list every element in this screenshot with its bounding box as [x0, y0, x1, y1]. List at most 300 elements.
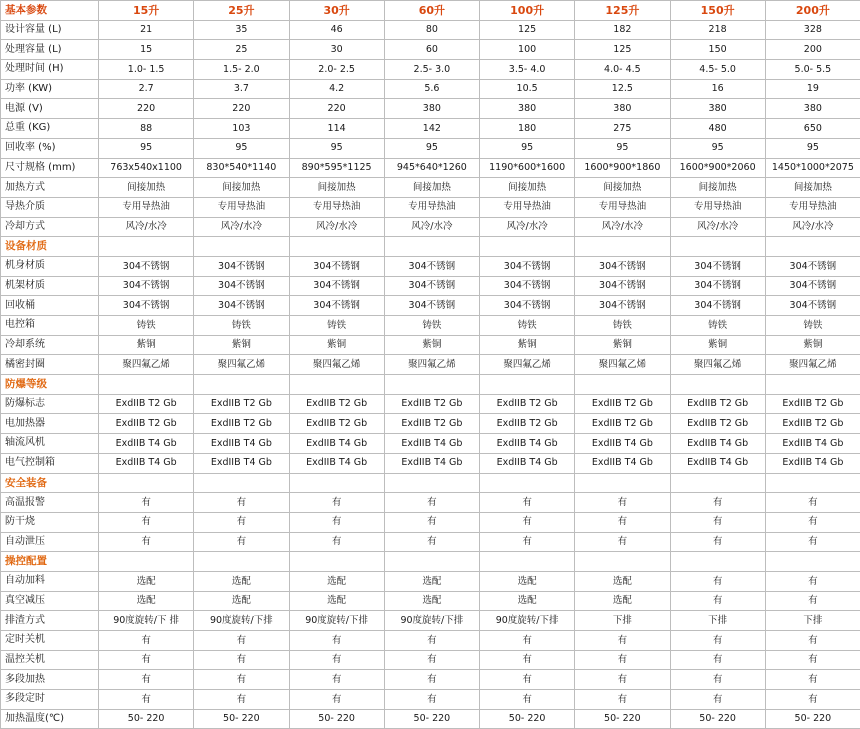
value-cell: 220 [99, 99, 194, 119]
value-cell: 220 [289, 99, 384, 119]
value-cell: 有 [670, 591, 765, 611]
value-cell: 90度旋转/下排 [384, 611, 479, 631]
value-cell: ExdIIB T2 Gb [194, 414, 289, 434]
value-cell: 304不锈钢 [575, 276, 670, 296]
empty-cell [289, 552, 384, 572]
row-label: 自动泄压 [1, 532, 99, 552]
value-cell: 有 [99, 690, 194, 710]
spec-row [1, 158, 860, 178]
value-cell: 有 [765, 690, 860, 710]
model-header: 125升 [575, 1, 670, 21]
empty-cell [480, 375, 575, 395]
value-cell: 有 [670, 493, 765, 513]
spec-row [1, 611, 860, 631]
row-label: 橘密封圈 [1, 355, 99, 375]
value-cell: 95 [194, 138, 289, 158]
row-label: 机架材质 [1, 276, 99, 296]
empty-cell [99, 552, 194, 572]
value-cell: 5.0- 5.5 [765, 60, 860, 80]
value-cell: 200 [765, 40, 860, 60]
value-cell: 10.5 [480, 79, 575, 99]
value-cell: 紫铜 [99, 335, 194, 355]
value-cell: 有 [194, 512, 289, 532]
value-cell: 聚四氟乙烯 [99, 355, 194, 375]
value-cell: 选配 [289, 591, 384, 611]
value-cell: ExdIIB T4 Gb [670, 434, 765, 454]
row-label: 导热介质 [1, 197, 99, 217]
value-cell: ExdIIB T2 Gb [575, 414, 670, 434]
model-header: 100升 [480, 1, 575, 21]
value-cell: 紫铜 [575, 335, 670, 355]
value-cell: 聚四氟乙烯 [194, 355, 289, 375]
value-cell: 有 [765, 631, 860, 651]
spec-row [1, 178, 860, 198]
spec-row [1, 414, 860, 434]
row-label: 防干烧 [1, 512, 99, 532]
value-cell: 890*595*1125 [289, 158, 384, 178]
value-cell: ExdIIB T2 Gb [289, 414, 384, 434]
value-cell: 铸铁 [480, 316, 575, 336]
value-cell: ExdIIB T2 Gb [670, 394, 765, 414]
value-cell: 选配 [480, 591, 575, 611]
value-cell: 304不锈钢 [670, 296, 765, 316]
row-label: 防爆标志 [1, 394, 99, 414]
value-cell: 有 [575, 493, 670, 513]
value-cell: ExdIIB T4 Gb [384, 453, 479, 473]
value-cell: 304不锈钢 [194, 256, 289, 276]
value-cell: 80 [384, 20, 479, 40]
row-label: 加热方式 [1, 178, 99, 198]
value-cell: 聚四氟乙烯 [480, 355, 575, 375]
value-cell: 有 [384, 690, 479, 710]
value-cell: ExdIIB T4 Gb [384, 434, 479, 454]
value-cell: 125 [480, 20, 575, 40]
value-cell: 有 [384, 532, 479, 552]
value-cell: 1600*900*2060 [670, 158, 765, 178]
value-cell: ExdIIB T2 Gb [575, 394, 670, 414]
value-cell: 12.5 [575, 79, 670, 99]
row-label: 排渣方式 [1, 611, 99, 631]
value-cell: 4.0- 4.5 [575, 60, 670, 80]
row-label: 处理容量 (L) [1, 40, 99, 60]
value-cell: 有 [194, 493, 289, 513]
value-cell: 有 [289, 650, 384, 670]
value-cell: 3.5- 4.0 [480, 60, 575, 80]
row-label: 高温报警 [1, 493, 99, 513]
section-row [1, 375, 860, 395]
value-cell: 90度旋转/下排 [480, 611, 575, 631]
value-cell: 有 [765, 650, 860, 670]
value-cell: 间接加热 [194, 178, 289, 198]
value-cell: 50- 220 [480, 709, 575, 729]
spec-row [1, 355, 860, 375]
value-cell: 50- 220 [384, 709, 479, 729]
empty-cell [765, 473, 860, 493]
value-cell: 3.7 [194, 79, 289, 99]
value-cell: 50- 220 [765, 709, 860, 729]
value-cell: 专用导热油 [289, 197, 384, 217]
value-cell: 有 [670, 670, 765, 690]
value-cell: 304不锈钢 [384, 296, 479, 316]
value-cell: ExdIIB T4 Gb [480, 453, 575, 473]
value-cell: 90度旋转/下排 [194, 611, 289, 631]
value-cell: 304不锈钢 [575, 296, 670, 316]
value-cell: 有 [289, 631, 384, 651]
spec-row [1, 276, 860, 296]
value-cell: 304不锈钢 [765, 296, 860, 316]
value-cell: 有 [289, 670, 384, 690]
value-cell: 铸铁 [99, 316, 194, 336]
value-cell: 有 [289, 493, 384, 513]
value-cell: 60 [384, 40, 479, 60]
value-cell: 2.5- 3.0 [384, 60, 479, 80]
value-cell: 763x540x1100 [99, 158, 194, 178]
model-header: 25升 [194, 1, 289, 21]
section-title-explosion: 防爆等级 [1, 375, 99, 395]
value-cell: 选配 [480, 571, 575, 591]
value-cell: 19 [765, 79, 860, 99]
value-cell: 95 [289, 138, 384, 158]
value-cell: ExdIIB T2 Gb [670, 414, 765, 434]
section-row [1, 237, 860, 257]
value-cell: 304不锈钢 [289, 256, 384, 276]
value-cell: 2.0- 2.5 [289, 60, 384, 80]
spec-row [1, 690, 860, 710]
empty-cell [765, 237, 860, 257]
value-cell: 铸铁 [765, 316, 860, 336]
value-cell: 90度旋转/下 排 [99, 611, 194, 631]
value-cell: 100 [480, 40, 575, 60]
value-cell: ExdIIB T4 Gb [194, 453, 289, 473]
value-cell: 风冷/水冷 [480, 217, 575, 237]
row-label: 冷却方式 [1, 217, 99, 237]
row-label: 回收率 (%) [1, 138, 99, 158]
value-cell: 专用导热油 [480, 197, 575, 217]
value-cell: 风冷/水冷 [765, 217, 860, 237]
value-cell: 有 [194, 532, 289, 552]
row-label: 冷却系统 [1, 335, 99, 355]
section-title-control: 操控配置 [1, 552, 99, 572]
spec-row [1, 20, 860, 40]
row-label: 总重 (KG) [1, 119, 99, 139]
value-cell: 有 [765, 532, 860, 552]
row-label: 电控箱 [1, 316, 99, 336]
row-label: 电源 (V) [1, 99, 99, 119]
value-cell: 专用导热油 [99, 197, 194, 217]
value-cell: 间接加热 [99, 178, 194, 198]
value-cell: 有 [670, 571, 765, 591]
value-cell: 4.5- 5.0 [670, 60, 765, 80]
value-cell: 304不锈钢 [480, 256, 575, 276]
value-cell: 间接加热 [575, 178, 670, 198]
empty-cell [575, 375, 670, 395]
value-cell: 50- 220 [194, 709, 289, 729]
value-cell: 830*540*1140 [194, 158, 289, 178]
value-cell: 有 [575, 670, 670, 690]
value-cell: 有 [99, 512, 194, 532]
empty-cell [384, 237, 479, 257]
value-cell: 有 [194, 670, 289, 690]
value-cell: 304不锈钢 [384, 276, 479, 296]
value-cell: 有 [670, 650, 765, 670]
value-cell: 25 [194, 40, 289, 60]
value-cell: 125 [575, 40, 670, 60]
empty-cell [194, 375, 289, 395]
value-cell: 4.2 [289, 79, 384, 99]
value-cell: 380 [575, 99, 670, 119]
spec-row [1, 532, 860, 552]
empty-cell [194, 237, 289, 257]
value-cell: 风冷/水冷 [194, 217, 289, 237]
value-cell: 2.7 [99, 79, 194, 99]
value-cell: 95 [99, 138, 194, 158]
value-cell: 风冷/水冷 [384, 217, 479, 237]
empty-cell [289, 473, 384, 493]
empty-cell [384, 375, 479, 395]
value-cell: ExdIIB T2 Gb [99, 394, 194, 414]
value-cell: 218 [670, 20, 765, 40]
value-cell: 304不锈钢 [670, 256, 765, 276]
empty-cell [670, 375, 765, 395]
value-cell: 有 [194, 631, 289, 651]
value-cell: 95 [765, 138, 860, 158]
value-cell: 选配 [99, 571, 194, 591]
row-label: 回收桶 [1, 296, 99, 316]
value-cell: ExdIIB T4 Gb [765, 434, 860, 454]
value-cell: 328 [765, 20, 860, 40]
value-cell: 紫铜 [480, 335, 575, 355]
value-cell: 紫铜 [194, 335, 289, 355]
value-cell: 95 [384, 138, 479, 158]
value-cell: 有 [670, 532, 765, 552]
empty-cell [480, 237, 575, 257]
spec-row [1, 40, 860, 60]
value-cell: 铸铁 [670, 316, 765, 336]
value-cell: 有 [765, 493, 860, 513]
value-cell: ExdIIB T2 Gb [99, 414, 194, 434]
value-cell: 有 [575, 532, 670, 552]
value-cell: 聚四氟乙烯 [384, 355, 479, 375]
section-title-safety: 安全装备 [1, 473, 99, 493]
value-cell: 有 [480, 532, 575, 552]
spec-row [1, 197, 860, 217]
value-cell: 紫铜 [670, 335, 765, 355]
value-cell: 聚四氟乙烯 [670, 355, 765, 375]
value-cell: 有 [194, 690, 289, 710]
value-cell: 1190*600*1600 [480, 158, 575, 178]
empty-cell [289, 375, 384, 395]
value-cell: 15 [99, 40, 194, 60]
value-cell: 有 [99, 650, 194, 670]
value-cell: 选配 [384, 571, 479, 591]
spec-row [1, 631, 860, 651]
value-cell: 95 [480, 138, 575, 158]
value-cell: 380 [670, 99, 765, 119]
section-row [1, 473, 860, 493]
value-cell: 有 [384, 493, 479, 513]
value-cell: 有 [670, 512, 765, 532]
value-cell: 1.0- 1.5 [99, 60, 194, 80]
value-cell: 304不锈钢 [765, 276, 860, 296]
empty-cell [575, 237, 670, 257]
value-cell: ExdIIB T2 Gb [480, 394, 575, 414]
value-cell: 304不锈钢 [575, 256, 670, 276]
value-cell: 1.5- 2.0 [194, 60, 289, 80]
value-cell: ExdIIB T4 Gb [575, 434, 670, 454]
spec-table-body [1, 1, 860, 729]
model-header: 60升 [384, 1, 479, 21]
value-cell: 聚四氟乙烯 [765, 355, 860, 375]
value-cell: 945*640*1260 [384, 158, 479, 178]
spec-row [1, 296, 860, 316]
value-cell: 50- 220 [99, 709, 194, 729]
value-cell: 5.6 [384, 79, 479, 99]
value-cell: 紫铜 [384, 335, 479, 355]
spec-row [1, 119, 860, 139]
value-cell: 下排 [575, 611, 670, 631]
value-cell: 50- 220 [670, 709, 765, 729]
value-cell: 专用导热油 [384, 197, 479, 217]
row-label: 设计容量 (L) [1, 20, 99, 40]
empty-cell [480, 473, 575, 493]
row-label: 自动加料 [1, 571, 99, 591]
row-label: 轴流风机 [1, 434, 99, 454]
value-cell: 有 [480, 512, 575, 532]
value-cell: 35 [194, 20, 289, 40]
row-label: 加热温度(℃) [1, 709, 99, 729]
spec-row [1, 316, 860, 336]
value-cell: 150 [670, 40, 765, 60]
value-cell: 紫铜 [289, 335, 384, 355]
value-cell: 铸铁 [384, 316, 479, 336]
value-cell: 有 [765, 591, 860, 611]
value-cell: 间接加热 [480, 178, 575, 198]
value-cell: 220 [194, 99, 289, 119]
value-cell: 有 [480, 650, 575, 670]
empty-cell [99, 237, 194, 257]
value-cell: 间接加热 [670, 178, 765, 198]
row-label: 尺寸规格 (mm) [1, 158, 99, 178]
spec-row [1, 591, 860, 611]
value-cell: ExdIIB T4 Gb [575, 453, 670, 473]
value-cell: 风冷/水冷 [289, 217, 384, 237]
empty-cell [575, 473, 670, 493]
empty-cell [289, 237, 384, 257]
row-label: 多段加热 [1, 670, 99, 690]
value-cell: 紫铜 [765, 335, 860, 355]
value-cell: 46 [289, 20, 384, 40]
spec-row [1, 650, 860, 670]
value-cell: ExdIIB T4 Gb [289, 434, 384, 454]
value-cell: 95 [575, 138, 670, 158]
row-label: 定时关机 [1, 631, 99, 651]
value-cell: 选配 [575, 591, 670, 611]
value-cell: 有 [480, 670, 575, 690]
value-cell: 650 [765, 119, 860, 139]
value-cell: ExdIIB T4 Gb [289, 453, 384, 473]
spec-row [1, 256, 860, 276]
value-cell: 有 [289, 532, 384, 552]
empty-cell [194, 552, 289, 572]
value-cell: 304不锈钢 [480, 276, 575, 296]
value-cell: ExdIIB T2 Gb [384, 394, 479, 414]
value-cell: 有 [670, 631, 765, 651]
value-cell: 有 [575, 512, 670, 532]
value-cell: ExdIIB T4 Gb [99, 434, 194, 454]
value-cell: 有 [765, 571, 860, 591]
value-cell: 有 [670, 690, 765, 710]
row-label: 电气控制箱 [1, 453, 99, 473]
value-cell: 304不锈钢 [765, 256, 860, 276]
value-cell: 88 [99, 119, 194, 139]
empty-cell [670, 473, 765, 493]
spec-row [1, 709, 860, 729]
value-cell: 142 [384, 119, 479, 139]
empty-cell [575, 552, 670, 572]
section-title-material: 设备材质 [1, 237, 99, 257]
value-cell: 下排 [670, 611, 765, 631]
value-cell: 304不锈钢 [99, 276, 194, 296]
empty-cell [480, 552, 575, 572]
value-cell: ExdIIB T2 Gb [480, 414, 575, 434]
value-cell: 风冷/水冷 [575, 217, 670, 237]
spec-row [1, 60, 860, 80]
empty-cell [99, 473, 194, 493]
model-header: 150升 [670, 1, 765, 21]
value-cell: 间接加热 [289, 178, 384, 198]
value-cell: 有 [99, 493, 194, 513]
value-cell: 专用导热油 [575, 197, 670, 217]
value-cell: 182 [575, 20, 670, 40]
value-cell: 16 [670, 79, 765, 99]
value-cell: 304不锈钢 [99, 256, 194, 276]
row-label: 功率 (KW) [1, 79, 99, 99]
value-cell: ExdIIB T2 Gb [765, 414, 860, 434]
empty-cell [765, 552, 860, 572]
value-cell: ExdIIB T2 Gb [765, 394, 860, 414]
value-cell: 有 [289, 512, 384, 532]
empty-cell [194, 473, 289, 493]
empty-cell [384, 552, 479, 572]
value-cell: 下排 [765, 611, 860, 631]
value-cell: 304不锈钢 [480, 296, 575, 316]
row-label: 机身材质 [1, 256, 99, 276]
value-cell: 有 [99, 631, 194, 651]
value-cell: 有 [480, 631, 575, 651]
empty-cell [384, 473, 479, 493]
value-cell: 选配 [99, 591, 194, 611]
value-cell: 选配 [289, 571, 384, 591]
value-cell: 有 [765, 670, 860, 690]
value-cell: 有 [480, 493, 575, 513]
value-cell: 有 [99, 670, 194, 690]
value-cell: 选配 [384, 591, 479, 611]
value-cell: ExdIIB T2 Gb [289, 394, 384, 414]
spec-row [1, 571, 860, 591]
spec-row [1, 453, 860, 473]
value-cell: 380 [384, 99, 479, 119]
spec-row [1, 493, 860, 513]
value-cell: 选配 [194, 571, 289, 591]
row-label: 电加热器 [1, 414, 99, 434]
value-cell: 480 [670, 119, 765, 139]
value-cell: 铸铁 [289, 316, 384, 336]
value-cell: 1600*900*1860 [575, 158, 670, 178]
empty-cell [765, 375, 860, 395]
empty-cell [670, 237, 765, 257]
value-cell: 有 [575, 690, 670, 710]
value-cell: 有 [99, 532, 194, 552]
